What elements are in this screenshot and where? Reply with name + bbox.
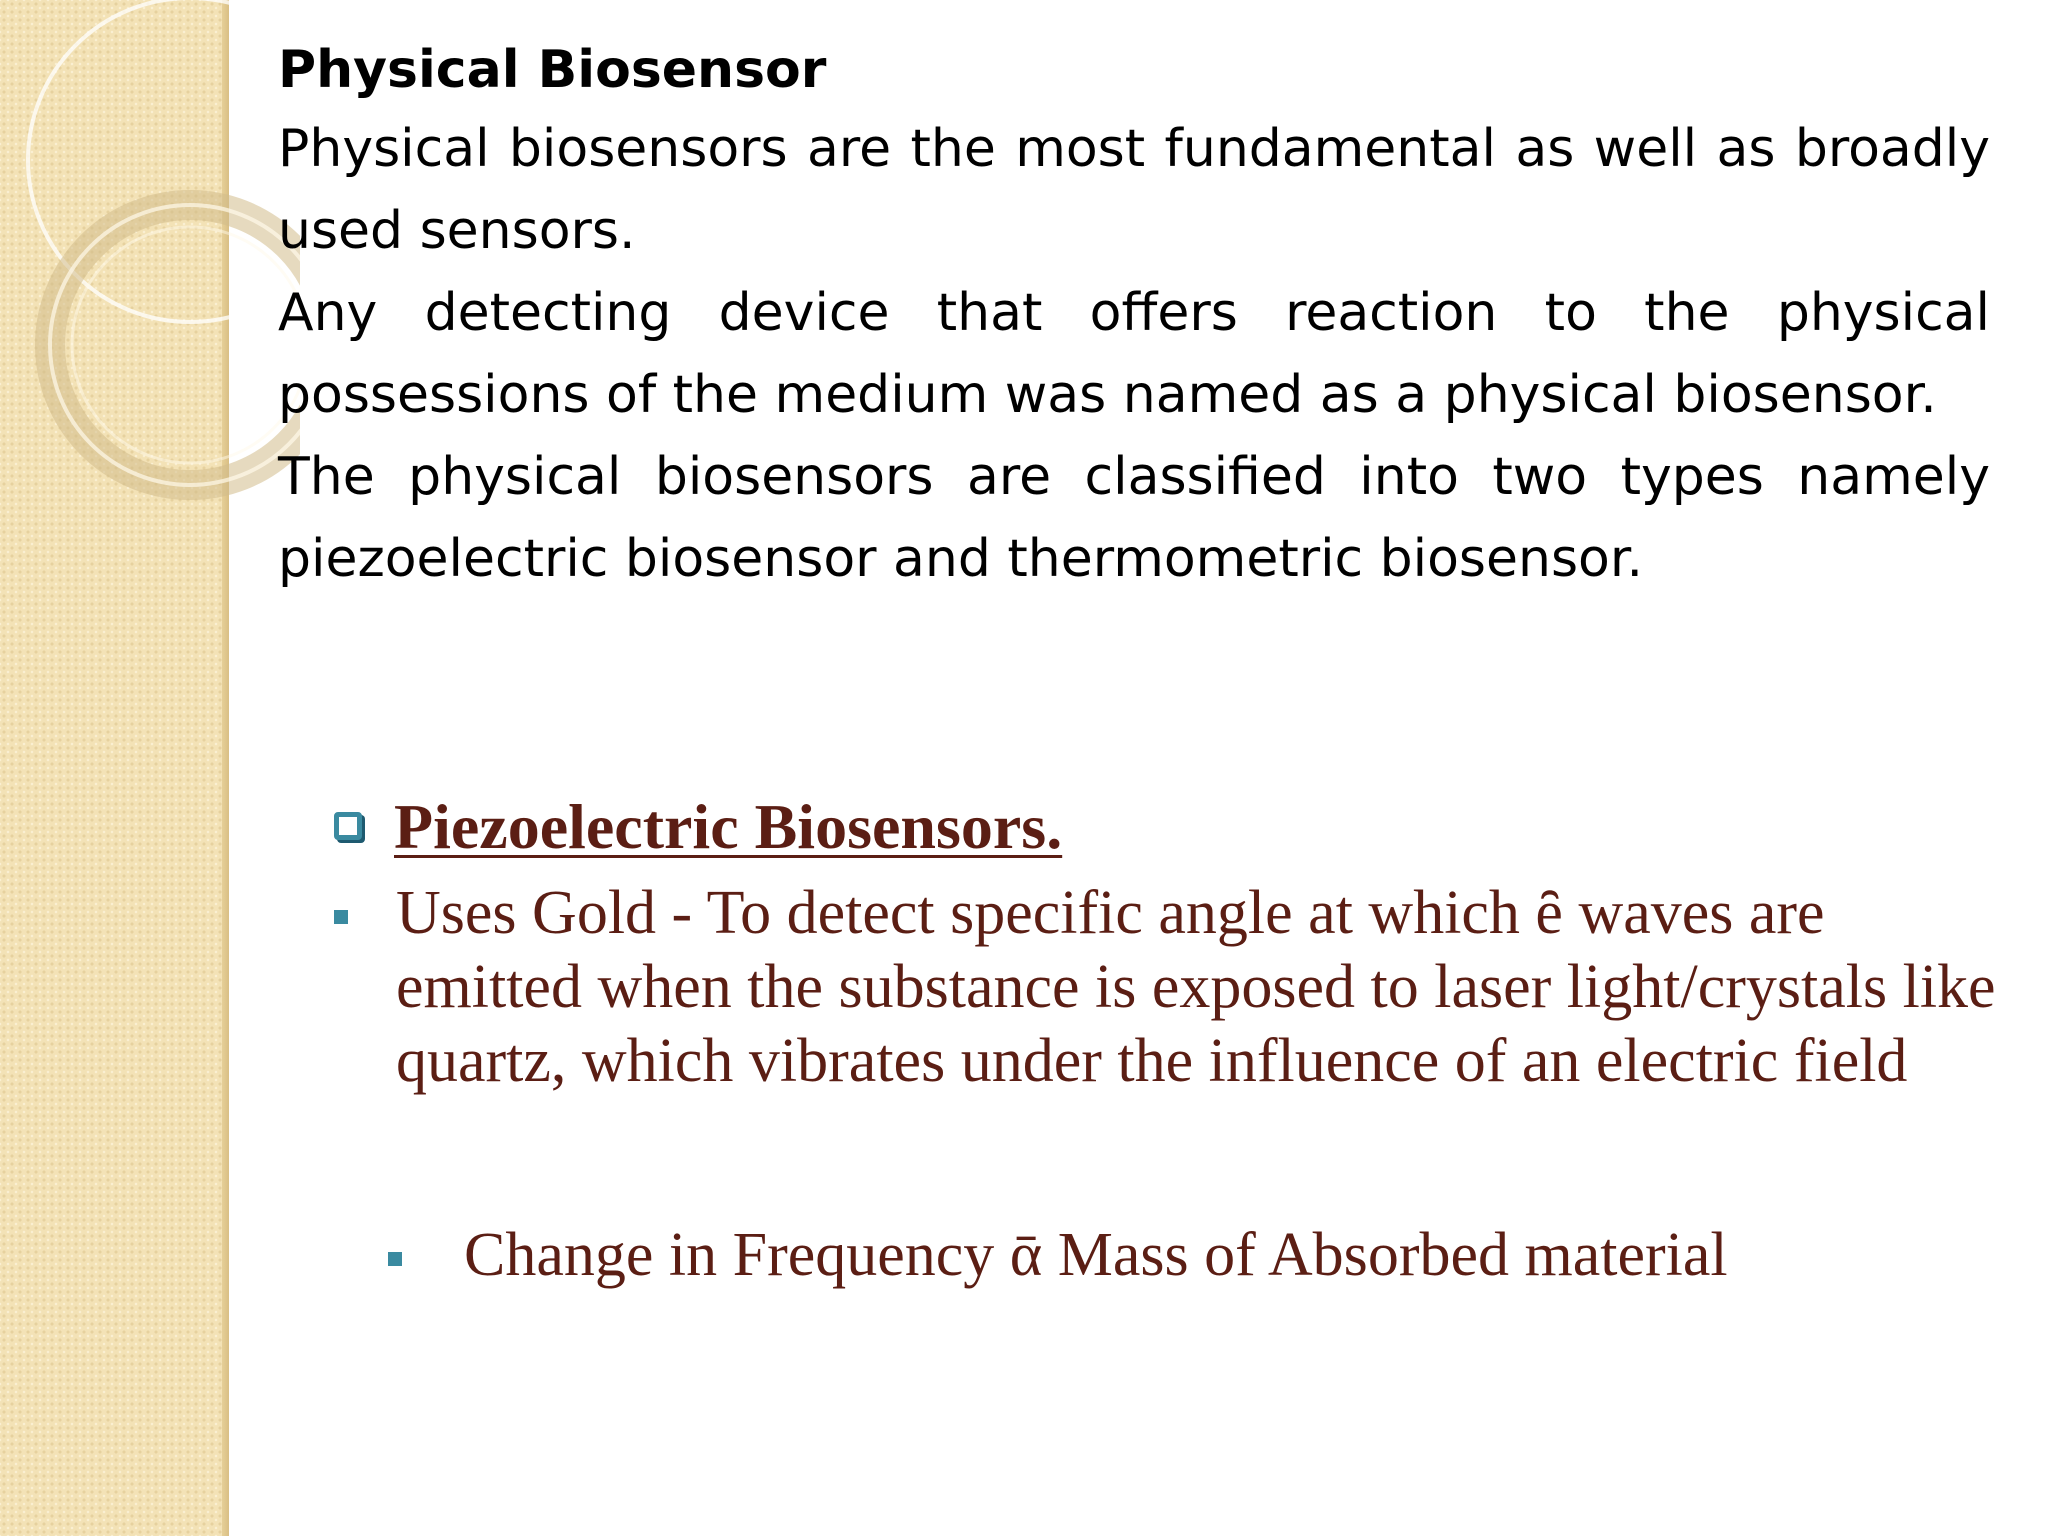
intro-paragraph-1: Physical biosensors are the most fundamental as well as broadly used sensors. (278, 119, 1990, 261)
square-bullet-icon (334, 910, 348, 924)
bullet-text: Uses Gold - To detect specific angle at which ȇ waves are emitted when the substance is exposed to laser light/crystals like quartz, which vibrates under the influence of an electric field (396, 879, 1996, 1095)
section-title: Piezoelectric Biosensors. (394, 791, 1063, 862)
bullet-item (330, 876, 2010, 1098)
piezoelectric-section (330, 790, 2010, 1292)
bullet-item (330, 1218, 2010, 1292)
intro-block (278, 32, 1990, 600)
bullet-text: Change in Frequency ᾱ Mass of Absorbed material (464, 1221, 1728, 1289)
decorative-rings (0, 0, 300, 500)
intro-paragraph-3: The physical biosensors are classified into two types namely piezoelectric biosensor and thermometric biosensor. (278, 447, 1990, 589)
square-bullet-icon (388, 1252, 402, 1266)
slide-heading: Physical Biosensor (278, 40, 827, 100)
checkbox-bullet-icon (334, 812, 362, 840)
section-title-row (330, 790, 2010, 864)
intro-paragraph-2: Any detecting device that offers reaction to the physical possessions of the medium was named as a physical biosensor. (278, 283, 1990, 425)
